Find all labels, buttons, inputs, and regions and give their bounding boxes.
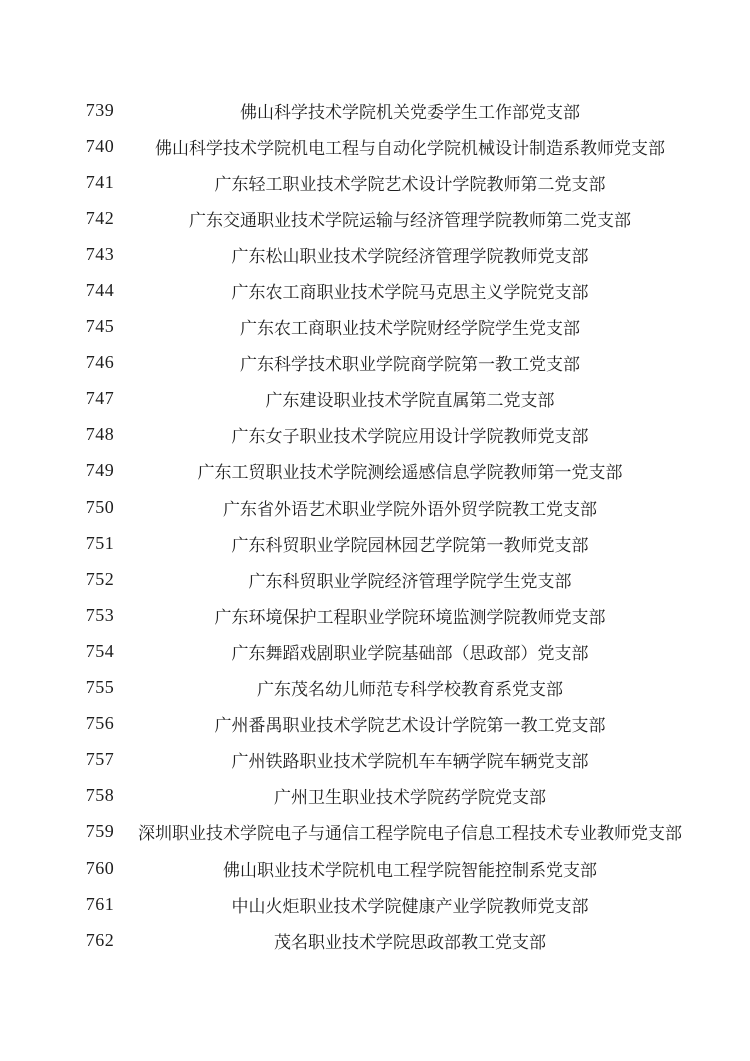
- list-row: [65, 922, 685, 958]
- row-number: 752: [85, 568, 115, 589]
- list-row: [65, 417, 685, 453]
- row-title: 广东茂名幼儿师范专科学校教育系党支部: [257, 680, 563, 700]
- row-number: 741: [85, 171, 115, 192]
- row-number: 745: [85, 316, 115, 337]
- list-row: [65, 850, 685, 886]
- list-row: [65, 381, 685, 417]
- row-number: 756: [85, 713, 115, 734]
- row-number: 748: [85, 424, 115, 445]
- row-title: 广州卫生职业技术学院药学院党支部: [274, 788, 546, 808]
- row-title: 广东环境保护工程职业学院环境监测学院教师党支部: [214, 607, 606, 627]
- list-row: [65, 345, 685, 381]
- row-number: 747: [85, 388, 115, 409]
- list-row: [65, 597, 685, 633]
- list-row: [65, 670, 685, 706]
- row-number: 757: [85, 749, 115, 770]
- list-row: [65, 200, 685, 236]
- row-number: 760: [85, 857, 115, 878]
- row-number: 743: [85, 243, 115, 264]
- list-row: [65, 272, 685, 308]
- row-title: 广东科贸职业学院经济管理学院学生党支部: [248, 571, 572, 591]
- row-title: 佛山职业技术学院机电工程学院智能控制系党支部: [223, 860, 597, 880]
- row-title: 广州铁路职业技术学院机车车辆学院车辆党支部: [231, 752, 589, 772]
- row-title: 广州番禺职业技术学院艺术设计学院第一教工党支部: [214, 716, 606, 736]
- list-row: [65, 164, 685, 200]
- list-row: [65, 561, 685, 597]
- row-title: 深圳职业技术学院电子与通信工程学院电子信息工程技术专业教师党支部: [138, 824, 682, 844]
- row-title: 广东交通职业技术学院运输与经济管理学院教师第二党支部: [189, 210, 631, 230]
- row-title: 广东农工商职业技术学院财经学院学生党支部: [240, 319, 580, 339]
- row-title: 茂名职业技术学院思政部教工党支部: [274, 932, 546, 952]
- row-title: 广东松山职业技术学院经济管理学院教师党支部: [231, 246, 589, 266]
- row-number: 758: [85, 785, 115, 806]
- row-number: 755: [85, 677, 115, 698]
- row-title: 广东舞蹈戏剧职业学院基础部（思政部）党支部: [231, 643, 589, 663]
- row-number: 751: [85, 532, 115, 553]
- list-row: [65, 236, 685, 272]
- list-row: [65, 886, 685, 922]
- row-number: 762: [85, 929, 115, 950]
- row-title: 广东农工商职业技术学院马克思主义学院党支部: [231, 283, 589, 303]
- row-number: 740: [85, 135, 115, 156]
- list-row: [65, 742, 685, 778]
- row-title: 广东省外语艺术职业学院外语外贸学院教工党支部: [223, 499, 597, 519]
- row-number: 754: [85, 640, 115, 661]
- row-number: 761: [85, 893, 115, 914]
- row-title: 佛山科学技术学院机关党委学生工作部党支部: [240, 102, 580, 122]
- row-title: 广东女子职业技术学院应用设计学院教师党支部: [231, 427, 589, 447]
- row-title: 广东建设职业技术学院直属第二党支部: [265, 391, 555, 411]
- row-title: 广东科贸职业学院园林园艺学院第一教师党支部: [231, 535, 589, 555]
- row-number: 744: [85, 280, 115, 301]
- list-row: [65, 92, 685, 128]
- row-title: 广东轻工职业技术学院艺术设计学院教师第二党支部: [214, 174, 606, 194]
- party-branch-list: [65, 92, 685, 958]
- list-row: [65, 633, 685, 669]
- list-row: [65, 706, 685, 742]
- row-number: 739: [85, 99, 115, 120]
- row-number: 746: [85, 352, 115, 373]
- row-title: 佛山科学技术学院机电工程与自动化学院机械设计制造系教师党支部: [155, 138, 665, 158]
- row-number: 759: [85, 821, 115, 842]
- row-number: 753: [85, 604, 115, 625]
- list-row: [65, 453, 685, 489]
- row-title: 广东工贸职业技术学院测绘遥感信息学院教师第一党支部: [197, 463, 623, 483]
- row-title: 广东科学技术职业学院商学院第一教工党支部: [240, 355, 580, 375]
- row-number: 750: [85, 496, 115, 517]
- list-row: [65, 489, 685, 525]
- row-title: 中山火炬职业技术学院健康产业学院教师党支部: [231, 896, 589, 916]
- list-row: [65, 778, 685, 814]
- list-row: [65, 128, 685, 164]
- row-number: 742: [85, 207, 115, 228]
- list-row: [65, 814, 685, 850]
- row-number: 749: [85, 460, 115, 481]
- list-row: [65, 309, 685, 345]
- list-row: [65, 525, 685, 561]
